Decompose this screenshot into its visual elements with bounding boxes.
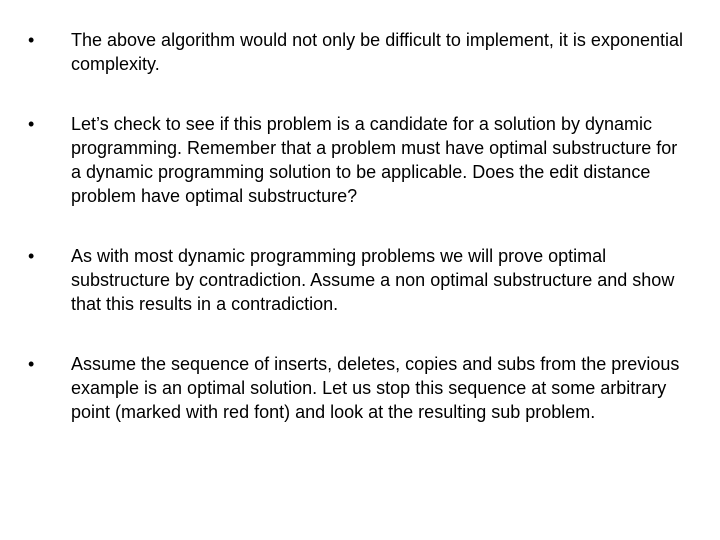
- bullet-marker: •: [28, 114, 35, 134]
- bullet-text: The above algorithm would not only be difficult to implement, it is exponential complexity.: [71, 30, 684, 74]
- bullet-marker: •: [28, 354, 35, 374]
- bullet-item: [28, 28, 688, 76]
- bullet-marker: •: [28, 246, 35, 266]
- bullet-list: [28, 28, 688, 460]
- bullet-text: Assume the sequence of inserts, deletes, copies and subs from the previous example is an optimal solution. Let us stop this sequence at some arbitrary point (marked with red font) and look at the resulting sub problem.: [71, 354, 680, 422]
- bullet-item: [28, 244, 688, 316]
- bullet-text: As with most dynamic programming problems we will prove optimal substructure by contradiction. Assume a non optimal substructure and show that this results in a contradiction.: [71, 246, 675, 314]
- bullet-text: Let’s check to see if this problem is a candidate for a solution by dynamic programming. Remember that a problem must have optimal substructure for a dynamic programming solution to be applicable. Does the edit distance problem have optimal substructure?: [71, 114, 678, 206]
- bullet-marker: •: [28, 30, 35, 50]
- bullet-item: [28, 112, 688, 208]
- bullet-item: [28, 352, 688, 424]
